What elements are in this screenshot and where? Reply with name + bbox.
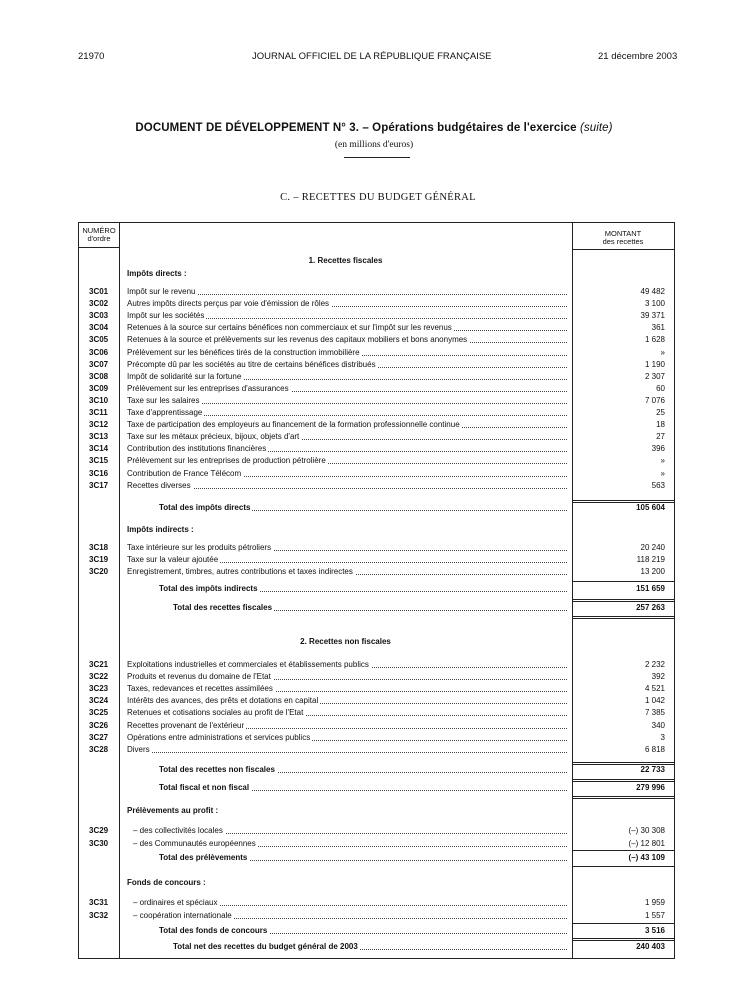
row-code: 3C19 [89,555,109,564]
row-label: Divers [127,745,567,754]
total-label: Total des fonds de concours [159,926,567,935]
row-code: 3C21 [89,660,109,669]
row-label: Autres impôts directs perçus par voie d'émission de rôles [127,299,567,308]
document-title-main: DOCUMENT DE DÉVELOPPEMENT N° 3. – Opérations budgétaires de l'exercice [135,122,577,134]
row-label: Taxe sur la valeur ajoutée [127,555,567,564]
row-label: Retenues à la source sur certains bénéfices non commerciaux et sur l'impôt sur les revenus [127,323,567,332]
total-amount: 151 659 [636,584,665,593]
row-label: Retenues à la source et prélèvements sur les revenus des capitaux mobiliers et bons anonymes [127,335,567,344]
row-code: 3C28 [89,744,109,754]
total-separator [572,762,674,765]
column-divider-amount [572,223,573,958]
total-separator [572,599,674,602]
row-amount: 1 042 [644,696,665,706]
document-subtitle: (en millions d'euros) [334,140,414,150]
row-code: 3C01 [89,287,109,296]
section-separator [572,616,674,619]
row-amount: 396 [651,444,665,454]
row-label: Taxe d'apprentissage [127,408,567,417]
row-amount: » [660,456,665,466]
row-label: Opérations entre administrations et services publics [127,733,567,742]
row-code: 3C20 [89,567,109,576]
total-label: Total des recettes fiscales [173,603,567,612]
row-code: 3C17 [89,480,109,490]
row-label: Produits et revenus du domaine de l'Etat [127,672,567,681]
total-separator [572,779,674,782]
row-label: Taxe intérieure sur les produits pétroliers [127,543,567,552]
row-label: – ordinaires et spéciaux [133,898,567,907]
row-amount: 2 232 [644,660,665,669]
row-label: Impôt de solidarité sur la fortune [127,372,567,381]
col-header-amount-line2: des recettes [602,237,644,246]
section-heading: 1. Recettes fiscales [308,256,383,265]
total-amount: 279 996 [636,783,665,792]
header-separator-amount [572,249,674,250]
row-amount: 3 [660,732,665,742]
row-amount: 20 240 [640,543,665,552]
row-amount: 118 219 [636,555,665,564]
document-title-suite: (suite) [579,122,613,134]
row-amount: » [660,468,665,478]
row-amount: 2 307 [644,371,665,381]
issue-date: 21 décembre 2003 [598,51,678,62]
row-label: Intérêts des avances, des prêts et dotations en capital [127,696,567,705]
total-amount: 22 733 [640,765,665,774]
row-code: 3C06 [89,347,109,357]
section-heading: 2. Recettes non fiscales [300,637,391,646]
row-amount: 392 [651,672,665,682]
total-amount: 240 403 [636,942,665,951]
total-label: Total fiscal et non fiscal [159,783,567,792]
row-amount: 563 [651,480,665,490]
row-label: Recettes provenant de l'extérieur [127,721,567,730]
row-amount: 18 [656,420,665,430]
total-amount: 105 604 [636,503,665,512]
row-label: – des Communautés européennes [133,839,567,848]
row-code: 3C31 [89,898,109,907]
total-separator [572,850,674,851]
total-separator [572,581,674,582]
row-label: Retenues et cotisations sociales au profit de l'Etat [127,708,567,717]
total-separator [572,923,674,924]
row-amount: 340 [651,720,665,730]
row-label: Impôt sur le revenu [127,287,567,296]
row-amount: 1 557 [644,910,665,920]
row-code: 3C27 [89,732,109,742]
row-amount: 6 818 [644,744,665,754]
row-label: Contribution de France Télécom [127,469,567,478]
row-amount: 7 385 [644,708,665,718]
col-header-number-line1: NUMÉRO [82,226,116,235]
total-separator [572,500,674,503]
row-code: 3C23 [89,684,109,694]
row-code: 3C04 [89,323,109,333]
row-amount: 49 482 [640,287,665,296]
total-label: Total des prélèvements [159,853,567,862]
total-label: Total des recettes non fiscales [159,765,567,774]
section-separator [572,866,674,867]
group-label: Prélèvements au profit : [127,806,219,815]
row-label: Taxes, redevances et recettes assimilées [127,684,567,693]
row-code: 3C09 [89,383,109,393]
total-label: Total des impôts directs [159,503,567,512]
row-amount: 7 076 [644,395,665,405]
row-amount: (–) 30 308 [628,826,665,835]
row-amount: 25 [656,408,665,417]
row-amount: 1 628 [644,335,665,345]
row-code: 3C13 [89,432,109,442]
row-amount: 60 [656,383,665,393]
row-label: Exploitations industrielles et commerciales et établissements publics [127,660,567,669]
row-code: 3C10 [89,395,109,405]
row-label: Taxe de participation des employeurs au financement de la formation professionnelle continue [127,420,567,429]
row-label: Impôt sur les sociétés [127,311,567,320]
row-label: Précompte dû par les sociétés au titre de certains bénéfices distribués [127,360,567,369]
section-title: C. – RECETTES DU BUDGET GÉNÉRAL [280,192,476,203]
row-amount: 361 [651,323,665,333]
row-label: Prélèvement sur les entreprises d'assurances [127,384,567,393]
col-header-number [79,227,119,243]
row-label: – coopération internationale [133,911,567,920]
row-amount: 1 959 [644,898,665,907]
page-number: 21970 [78,51,105,62]
row-label: Prélèvement sur les entreprises de production pétrolière [127,456,567,465]
col-header-amount-line1: MONTANT [604,229,642,238]
row-label: Taxe sur les salaires [127,396,567,405]
row-code: 3C08 [89,371,109,381]
row-code: 3C22 [89,672,109,682]
section-separator [572,796,674,799]
row-label: Enregistrement, timbres, autres contributions et taxes indirectes [127,567,567,576]
total-separator [572,938,674,941]
col-header-amount [572,230,674,246]
revenue-table [78,222,675,959]
row-code: 3C26 [89,720,109,730]
row-label: Recettes diverses [127,481,567,490]
total-amount: 3 516 [644,926,665,935]
row-amount: » [660,347,665,357]
header-separator-code [79,247,119,248]
total-label: Total des impôts indirects [159,584,567,593]
row-code: 3C12 [89,420,109,430]
total-amount: (–) 43 109 [628,853,665,862]
row-code: 3C24 [89,696,109,706]
row-code: 3C14 [89,444,109,454]
row-amount: 4 521 [644,684,665,694]
row-code: 3C07 [89,359,109,369]
title-rule [344,157,410,158]
row-label: Contribution des institutions financières [127,444,567,453]
row-code: 3C05 [89,335,109,345]
row-label: Taxe sur les métaux précieux, bijoux, objets d'art [127,432,567,441]
journal-title: JOURNAL OFFICIEL DE LA RÉPUBLIQUE FRANÇAISE [252,51,492,62]
row-amount: 3 100 [644,299,665,309]
total-label: Total net des recettes du budget général de 2003 [173,942,567,951]
row-code: 3C11 [89,408,108,417]
row-code: 3C03 [89,311,109,321]
row-label: – des collectivités locales [133,826,567,835]
row-code: 3C15 [89,456,109,466]
row-amount: (–) 12 801 [628,838,665,848]
row-code: 3C18 [89,543,109,552]
row-amount: 27 [656,432,665,442]
document-title [0,122,748,134]
group-label: Impôts directs : [127,269,187,278]
group-label: Fonds de concours : [127,878,206,887]
row-code: 3C29 [89,826,109,835]
row-amount: 1 190 [644,359,665,369]
total-amount: 257 263 [636,603,665,612]
row-label: Prélèvement sur les bénéfices tirés de la construction immobilière [127,348,567,357]
row-code: 3C32 [89,910,109,920]
col-header-number-line2: d'ordre [87,234,111,243]
row-code: 3C02 [89,299,109,309]
row-code: 3C16 [89,468,109,478]
column-divider-code [119,223,120,958]
row-amount: 39 371 [640,311,665,321]
row-code: 3C25 [89,708,109,718]
row-code: 3C30 [89,838,109,848]
group-label: Impôts indirects : [127,525,194,534]
row-amount: 13 200 [640,567,665,576]
